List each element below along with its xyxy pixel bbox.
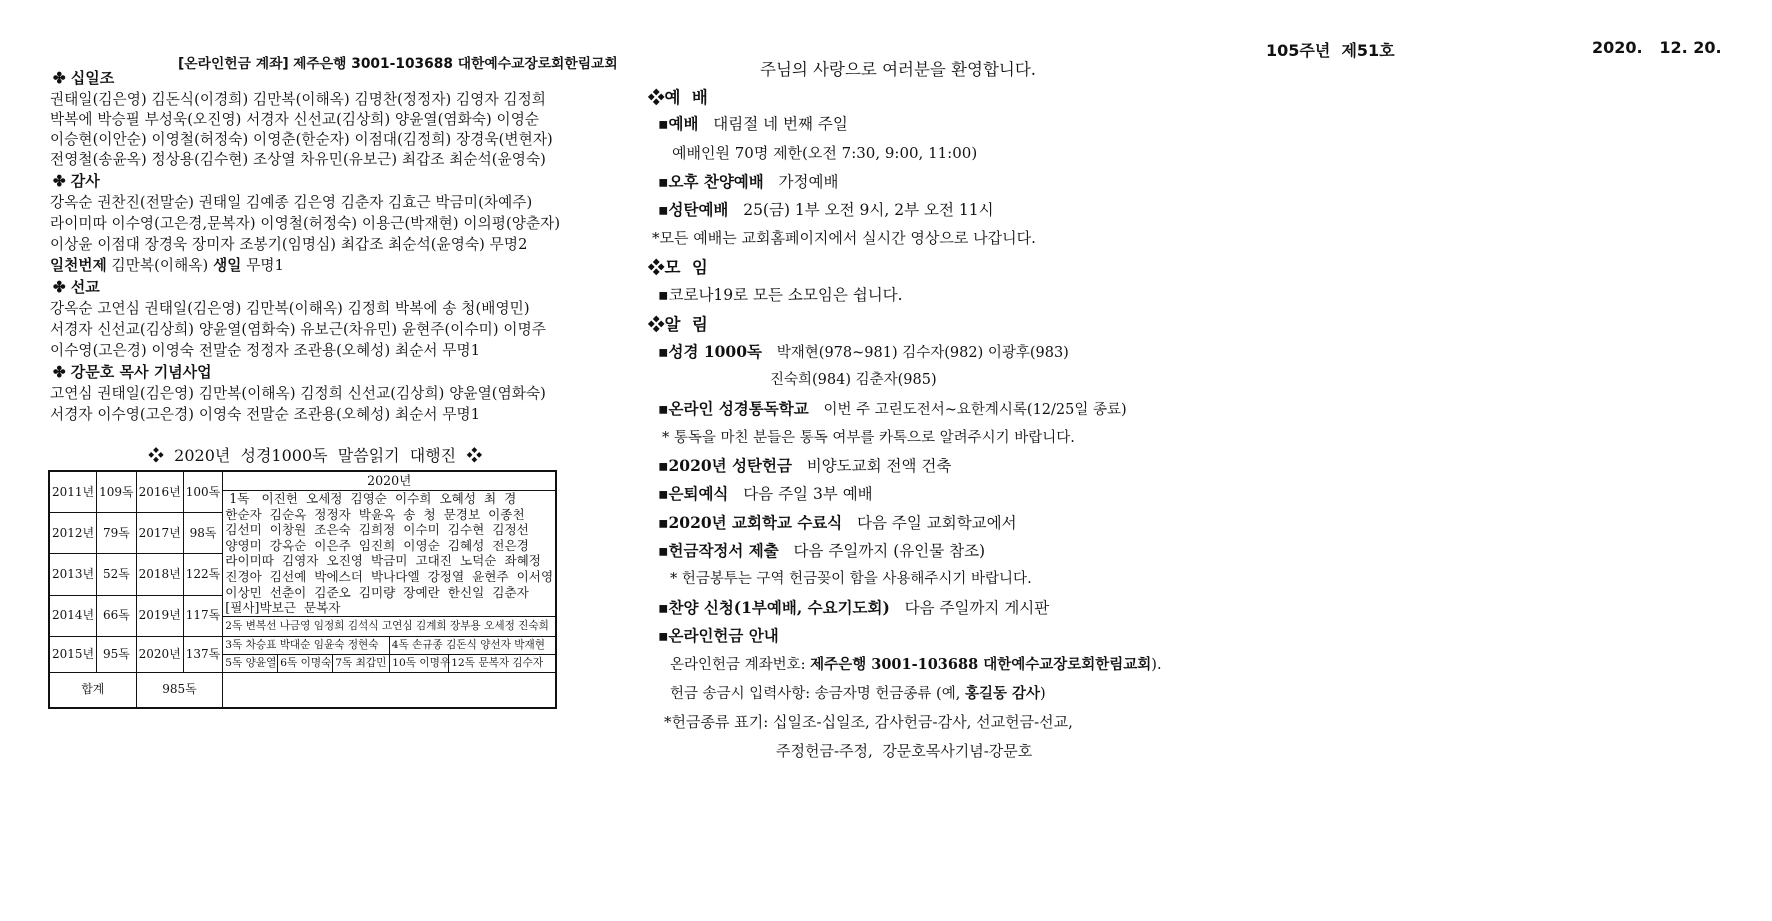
table-cell: 66독 bbox=[97, 595, 137, 636]
list-item: 서경자 신선교(김상희) 양윤열(염화숙) 유보근(차유민) 윤현주(이수미) 이명주 bbox=[50, 321, 546, 338]
grid-line: 1독 이진헌 오세정 김영순 이수희 오혜성 최 경 bbox=[225, 491, 517, 506]
account-line bbox=[178, 52, 618, 72]
row-2dok: 2독 변복선 나금영 임정희 김석식 고연심 김계희 장부용 오세정 진숙희 bbox=[223, 617, 555, 637]
grid-line: [필사]박보근 문복자 bbox=[223, 600, 555, 617]
worship-text: 대림절 네 번째 주일 bbox=[713, 115, 848, 133]
online-account bbox=[670, 653, 1162, 674]
list-item: 서경자 이수영(고은경) 이영숙 전말순 조관용(오혜성) 최순서 무명1 bbox=[50, 406, 481, 423]
row-3dok: 3독 차승표 박대순 임윤숙 정현숙 bbox=[223, 637, 389, 654]
table-cell: 100독 bbox=[183, 471, 223, 513]
table-cell: 95독 bbox=[97, 636, 137, 672]
section-title-tithe: ✤ 십일조 bbox=[53, 69, 115, 87]
table-cell: 79독 bbox=[97, 513, 137, 554]
edition-number: 105주년 제51호 bbox=[1266, 41, 1395, 60]
row-3-4dok bbox=[223, 637, 555, 655]
total-label: 합계 bbox=[49, 672, 136, 708]
table-cell: 2011년 bbox=[49, 471, 97, 513]
online-account-suffix: ). bbox=[1151, 657, 1162, 673]
table-cell: 2018년 bbox=[136, 554, 183, 595]
meeting-text: ▪코로나19로 모든 소모임은 쉽니다. bbox=[658, 286, 903, 304]
notice-item: ▪2020년 성탄헌금 비양도교회 전액 건축 bbox=[658, 456, 952, 475]
transfer-example: 홍길동 감사 bbox=[964, 685, 1041, 702]
notice-item: ▪찬양 신청(1부예배, 수요기도회) 다음 주일까지 게시판 bbox=[658, 598, 1050, 617]
thousand-offering-label: 일천번제 bbox=[50, 257, 107, 274]
cell-6dok: 6독 이명숙 bbox=[278, 655, 333, 672]
worship-item: 예배인원 70명 제한(오전 7:30, 9:00, 11:00) bbox=[672, 144, 978, 162]
worship-label: 오후 찬양예배 bbox=[668, 172, 764, 191]
list-item: 강옥순 권찬진(전말순) 권태일 김예종 김은영 김춘자 김효근 박금미(차예주) bbox=[50, 194, 533, 211]
online-account-value: 제주은행 3001-103688 대한예수교장로회한림교회 bbox=[810, 656, 1152, 673]
offering-types: *헌금종류 표기: 십일조-십일조, 감사헌금-감사, 선교헌금-선교, bbox=[664, 713, 1073, 731]
worship-label: 예배 bbox=[668, 114, 699, 133]
offering-types-cont: 주정헌금-주정, 강문호목사기념-강문호 bbox=[776, 742, 1033, 760]
worship-item: ▪예배 대림절 네 번째 주일 bbox=[658, 114, 848, 133]
grid-line: 김선미 이창원 조은숙 김희정 이수미 김수현 김정선 bbox=[225, 522, 529, 538]
table-cell: 137독 bbox=[183, 636, 223, 672]
table-cell: 2015년 bbox=[49, 636, 97, 672]
section-title-mission: ✤ 선교 bbox=[53, 278, 100, 296]
worship-label: 성탄예배 bbox=[668, 200, 729, 219]
list-item: 고연심 권태일(김은영) 김만복(이해옥) 김정희 신선교(김상희) 양윤열(염화숙) bbox=[50, 385, 546, 402]
table-cell: 98독 bbox=[183, 513, 223, 554]
list-item: 이승현(이안순) 이영철(허정숙) 이영춘(한순자) 이점대(김정희) 장경욱(변현자) bbox=[50, 131, 553, 148]
welcome-message: 주님의 사랑으로 여러분을 환영합니다. bbox=[760, 60, 1037, 79]
notice-item: ▪온라인 성경통독학교 이번 주 고린도전서~요한계시록(12/25일 종료) bbox=[658, 399, 1127, 418]
table-cell: 2017년 bbox=[136, 513, 183, 554]
transfer-prefix: 헌금 송금시 입력사항: 송금자명 헌금종류 (예, bbox=[670, 686, 961, 702]
list-item: 권태일(김은영) 김돈식(이경희) 김만복(이해옥) 김명찬(정정자) 김영자 김정희 bbox=[50, 91, 546, 108]
table-cell: 2012년 bbox=[49, 513, 97, 554]
grid-line: 한순자 김순옥 정정자 박윤옥 송 청 문경보 이종천 bbox=[225, 506, 525, 522]
list-item: 이상윤 이점대 장경욱 장미자 조봉기(임명심) 최갑조 최순석(윤영숙) 무명2 bbox=[50, 236, 528, 253]
transfer-info bbox=[670, 682, 1046, 703]
cell-5dok: 5독 양윤열 bbox=[223, 655, 278, 672]
grid-line: 이상민 선춘이 김준오 김미량 장예란 한신일 김춘자 bbox=[225, 584, 529, 600]
table-cell: 117독 bbox=[183, 595, 223, 636]
cell-10dok: 10독 이명우 bbox=[390, 655, 449, 672]
worship-note: *모든 예배는 교회홈페이지에서 실시간 영상으로 나갑니다. bbox=[652, 229, 1036, 247]
reading-title: ❖ 2020년 성경1000독 말씀읽기 대행진 ❖ bbox=[148, 446, 483, 465]
table-cell: 109독 bbox=[97, 471, 137, 513]
total-value: 985독 bbox=[136, 672, 223, 708]
transfer-suffix: ) bbox=[1040, 686, 1046, 702]
list-item: 라이미따 이수영(고은경,문복자) 이영철(허정숙) 이용근(박재현) 이의평(양춘자) bbox=[50, 215, 561, 232]
list-item: 박복에 박승필 부성욱(오진영) 서경자 신선교(김상희) 양윤열(염화숙) 이영순 bbox=[50, 111, 540, 128]
thousand-offering-names: 김만복(이해옥) bbox=[111, 257, 209, 274]
list-item: 강옥순 고연심 권태일(김은영) 김만복(이해옥) 김정희 박복에 송 청(배영민) bbox=[50, 300, 530, 317]
list-item: 전영철(송윤옥) 정상용(김수현) 조상열 차유민(유보근) 최갑조 최순석(윤영숙) bbox=[50, 151, 546, 168]
grid-line: 라이미따 김영자 오진영 박금미 고대진 노덕순 좌혜정 bbox=[225, 553, 541, 569]
table-cell: 2016년 bbox=[136, 471, 183, 513]
notice-item: * 헌금봉투는 구역 헌금꽂이 함을 사용해주시기 바랍니다. bbox=[670, 571, 1032, 587]
notice-item: ▪성경 1000독 박재현(978~981) 김수자(982) 이광후(983) bbox=[658, 342, 1069, 361]
notice-heading: ❖알 림 bbox=[648, 315, 708, 334]
table-cell: 2014년 bbox=[49, 595, 97, 636]
list-item: 이수영(고은경) 이영숙 전말순 정정자 조관용(오혜성) 최순서 무명1 bbox=[50, 342, 481, 359]
birthday-label: 생일 bbox=[213, 257, 242, 274]
notice-item: ▪2020년 교회학교 수료식 다음 주일 교회학교에서 bbox=[658, 513, 1017, 532]
bulletin-date: 2020. 12. 20. bbox=[1592, 38, 1722, 57]
reading-table bbox=[48, 470, 557, 709]
worship-text: 가정예배 bbox=[778, 173, 839, 191]
notice-item: ▪헌금작정서 제출 다음 주일까지 (유인물 참조) bbox=[658, 541, 986, 560]
grid-2020 bbox=[223, 471, 556, 672]
worship-heading: ❖예 배 bbox=[648, 88, 708, 107]
notice-item: ▪온라인헌금 안내 bbox=[658, 626, 779, 645]
grid-line: 진경아 김선예 박에스더 박나다엘 강정열 윤현주 이서영 bbox=[225, 568, 554, 584]
table-cell: 122독 bbox=[183, 554, 223, 595]
grid-line: 양영미 강옥순 이은주 임진희 이영순 김혜성 전은경 bbox=[225, 537, 529, 553]
table-cell: 2019년 bbox=[136, 595, 183, 636]
online-account-label: 온라인헌금 계좌번호: bbox=[670, 657, 806, 673]
cell-12dok: 12독 문복자 김수자 bbox=[451, 656, 544, 669]
row-4dok: 4독 손규종 김돈식 양선자 박재현 bbox=[391, 638, 545, 651]
table-cell: 2020년 bbox=[136, 636, 183, 672]
notice-item: 진숙희(984) 김춘자(985) bbox=[770, 372, 937, 388]
notice-item: ▪은퇴예식 다음 주일 3부 예배 bbox=[658, 484, 873, 503]
grid-2020-header: 2020년 bbox=[223, 472, 555, 491]
account-label: [온라인헌금 계좌] bbox=[178, 56, 289, 72]
section-title-memorial: ✤ 강문호 목사 기념사업 bbox=[53, 363, 212, 381]
section-title-thanks: ✤ 감사 bbox=[53, 172, 100, 190]
worship-item: ▪오후 찬양예배 가정예배 bbox=[658, 172, 839, 191]
worship-item: ▪성탄예배 25(금) 1부 오전 9시, 2부 오전 11시 bbox=[658, 200, 994, 219]
meeting-heading: ❖모 임 bbox=[648, 258, 708, 277]
notice-item: * 통독을 마친 분들은 통독 여부를 카톡으로 알려주시기 바랍니다. bbox=[662, 430, 1075, 446]
table-cell: 52독 bbox=[97, 554, 137, 595]
row-last bbox=[223, 655, 555, 672]
account-value: 제주은행 3001-103688 대한예수교장로회한림교회 bbox=[293, 56, 618, 72]
cell-7dok: 7독 최갑민 bbox=[333, 655, 390, 672]
worship-text: 25(금) 1부 오전 9시, 2부 오전 11시 bbox=[743, 201, 994, 219]
list-item bbox=[50, 254, 284, 275]
table-cell: 2013년 bbox=[49, 554, 97, 595]
birthday-names: 무명1 bbox=[246, 257, 285, 274]
